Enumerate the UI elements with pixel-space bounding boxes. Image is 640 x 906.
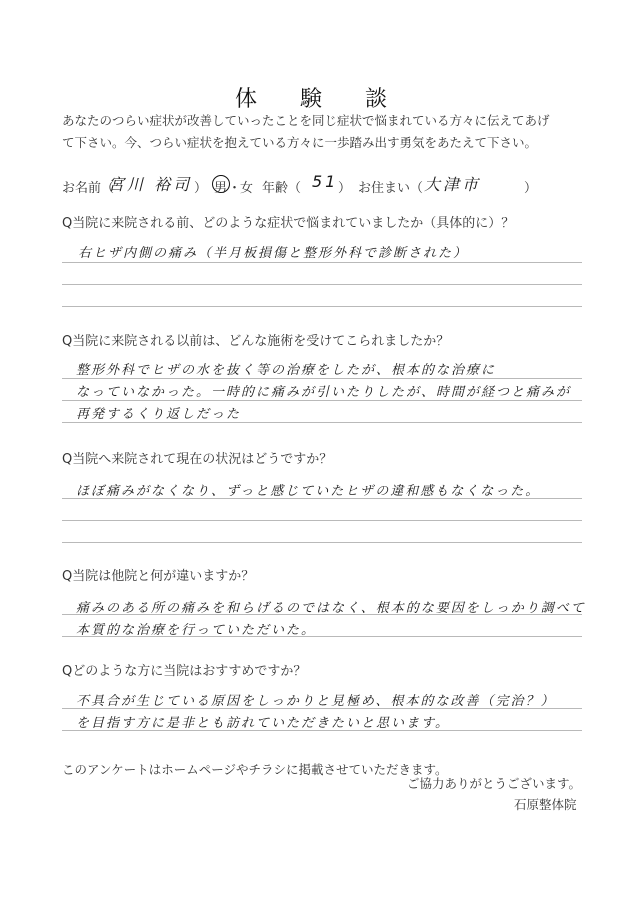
answer-rule [62, 284, 582, 285]
answer-1-line-1: 右ヒザ内側の痛み（半月板損傷と整形外科で診断された） [78, 246, 469, 261]
gender-dot: ・ [228, 181, 242, 196]
question-3: Q当院へ来院されて現在の状況はどうですか？ [62, 452, 333, 467]
answer-rule [62, 636, 582, 637]
answer-4-line-2: 本質的な治療を行っていただいた。 [76, 623, 317, 638]
answer-2-line-3: 再発するくり返しだった [76, 407, 242, 422]
answer-rule [62, 400, 582, 401]
answer-rule [62, 730, 582, 731]
intro-line-2: て下さい。今、つらい症状を抱えている方々に一歩踏み出す勇気をあたえて下さい。 [62, 135, 538, 150]
answer-rule [62, 708, 582, 709]
name-close: ） [194, 181, 208, 196]
question-1: Q当院に来院される前、どのような症状で悩まれていましたか（具体的に）？ [62, 216, 515, 231]
answer-2-line-1: 整形外科でヒザの水を抜く等の治療をしたが、根本的な治療に [76, 363, 497, 378]
answer-rule [62, 542, 582, 543]
closing-thanks: ご協力ありがとうございます。 [407, 776, 582, 791]
address-value: 大津市 [424, 175, 482, 194]
answer-4-line-1: 痛みのある所の痛みを和らげるのではなく、根本的な要因をしっかり調べて [76, 601, 586, 616]
answer-rule [62, 378, 582, 379]
clinic-name: 石原整体院 [514, 797, 577, 812]
question-4: Q当院は他院と何が違いますか？ [62, 569, 255, 584]
age-close: ） [338, 181, 352, 196]
question-5: Qどのような方に当院はおすすめですか？ [62, 664, 307, 679]
page-title: 体 験 談 [235, 87, 405, 112]
name-value: 宮川 裕司 [108, 175, 193, 194]
answer-rule [62, 422, 582, 423]
answer-rule [62, 262, 582, 263]
gender-female: 女 [240, 181, 254, 196]
answer-2-line-2: なっていなかった。一時的に痛みが引いたりしたが、時間が経つと痛みが [76, 385, 572, 400]
name-label: お名前（ [62, 181, 115, 196]
answer-5-line-2: を目指す方に是非とも訪れていただきたいと思います。 [76, 716, 450, 731]
answer-rule [62, 498, 582, 499]
answer-5-line-1: 不具合が生じている原因をしっかりと見極め、根本的な改善（完治？） [76, 694, 556, 709]
address-label: お住まい（ [358, 181, 424, 196]
answer-3-line-1: ほぼ痛みがなくなり、ずっと感じていたヒザの違和感もなくなった。 [76, 484, 541, 499]
answer-rule [62, 520, 582, 521]
gender-male: 男 [214, 181, 228, 196]
answer-rule [62, 306, 582, 307]
question-2: Q当院に来院される以前は、どんな施術を受けてこられましたか？ [62, 334, 450, 349]
age-value: 51 [312, 172, 339, 191]
address-close: ） [524, 181, 538, 196]
intro-line-1: あなたのつらい症状が改善していったことを同じ症状で悩まれている方々に伝えてあげ [62, 113, 550, 128]
answer-rule [62, 614, 582, 615]
profile-row [62, 172, 602, 198]
age-label: 年齢（ [262, 181, 302, 196]
closing-notice: このアンケートはホームページやチラシに掲載させていただきます。 [62, 762, 448, 777]
